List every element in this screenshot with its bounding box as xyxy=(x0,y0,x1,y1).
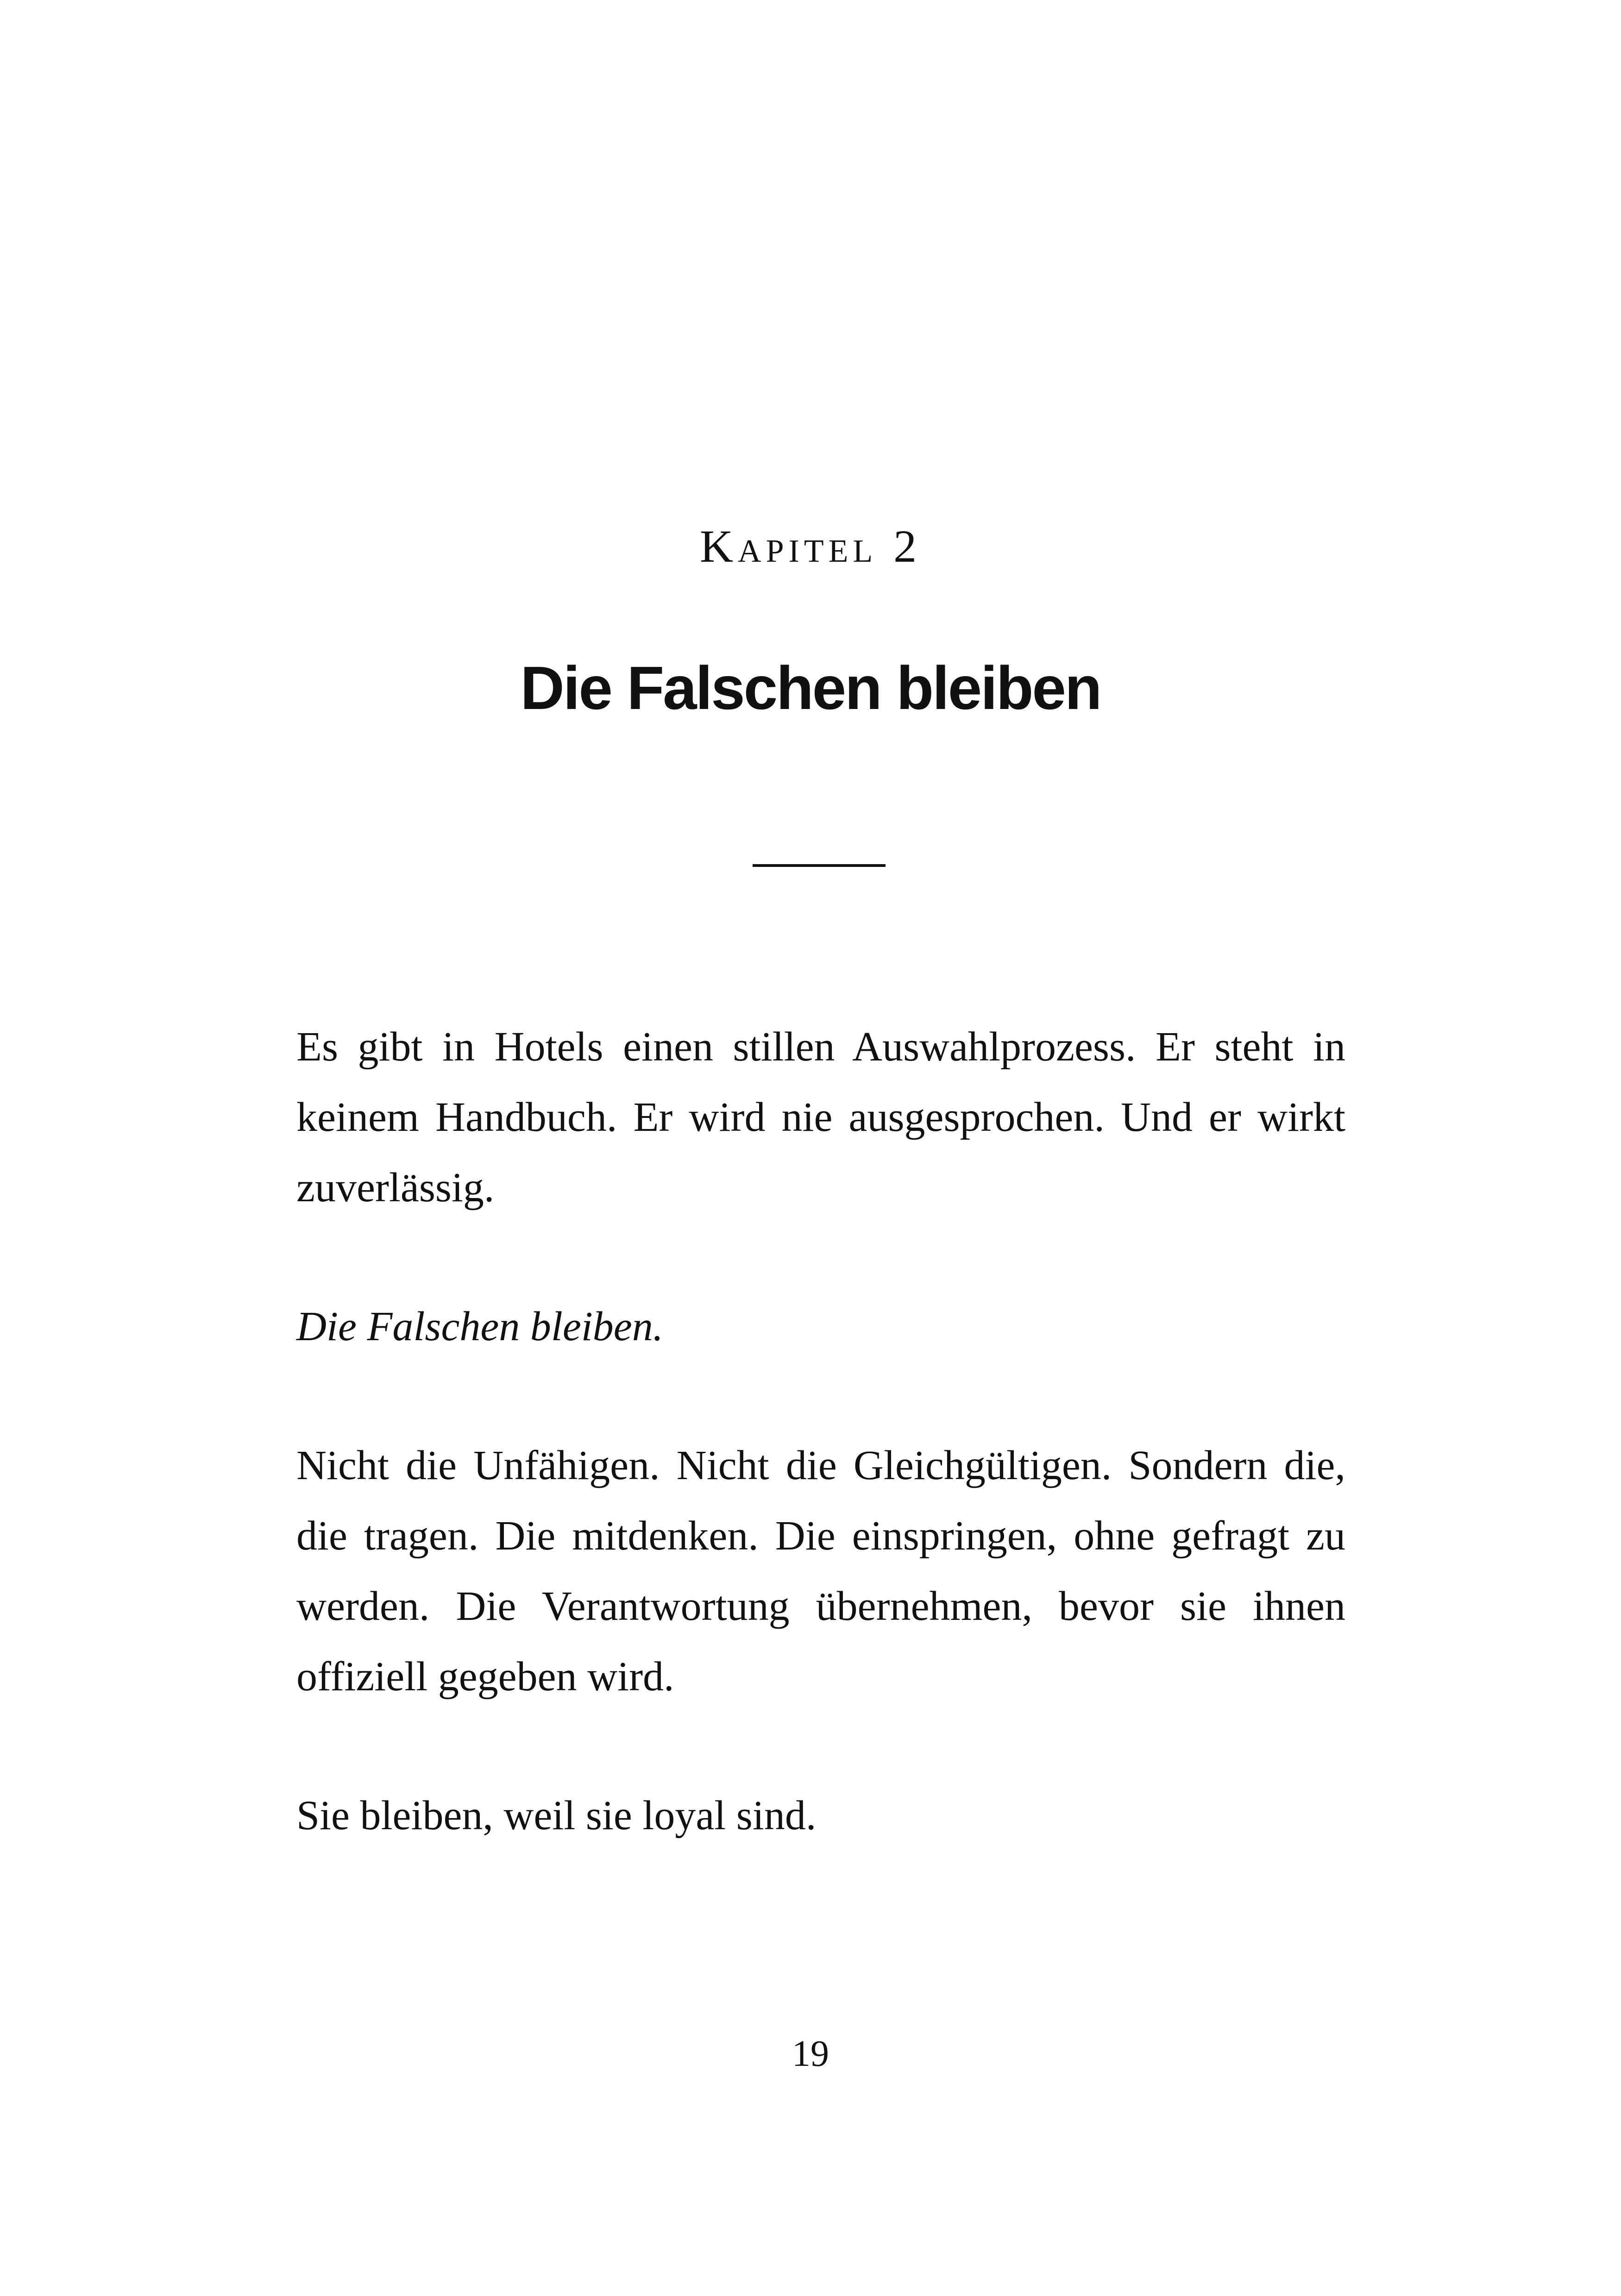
chapter-body xyxy=(296,1012,1345,1920)
paragraph-2-italic: Die Falschen bleiben. xyxy=(296,1304,664,1349)
chapter-label: Kapitel 2 xyxy=(699,521,922,572)
page-number: 19 xyxy=(792,2033,829,2074)
chapter-title: Die Falschen bleiben xyxy=(520,654,1101,722)
paragraph-1: Es gibt in Hotels einen stillen Auswahlprozess. Er steht in keinem Handbuch. Er wird nie ausgesprochen. Und er wirkt zuverlässig. xyxy=(296,1024,1345,1211)
paragraph-4: Sie bleiben, weil sie loyal sind. xyxy=(296,1793,817,1838)
title-divider xyxy=(753,864,886,867)
paragraph-3: Nicht die Unfähigen. Nicht die Gleichgültigen. Sondern die, die tragen. Die mitdenken. Die einspringen, ohne gefragt zu werden. Die Verantwortung übernehmen, bevor sie ihnen offiziell gegeben wird. xyxy=(296,1443,1345,1700)
